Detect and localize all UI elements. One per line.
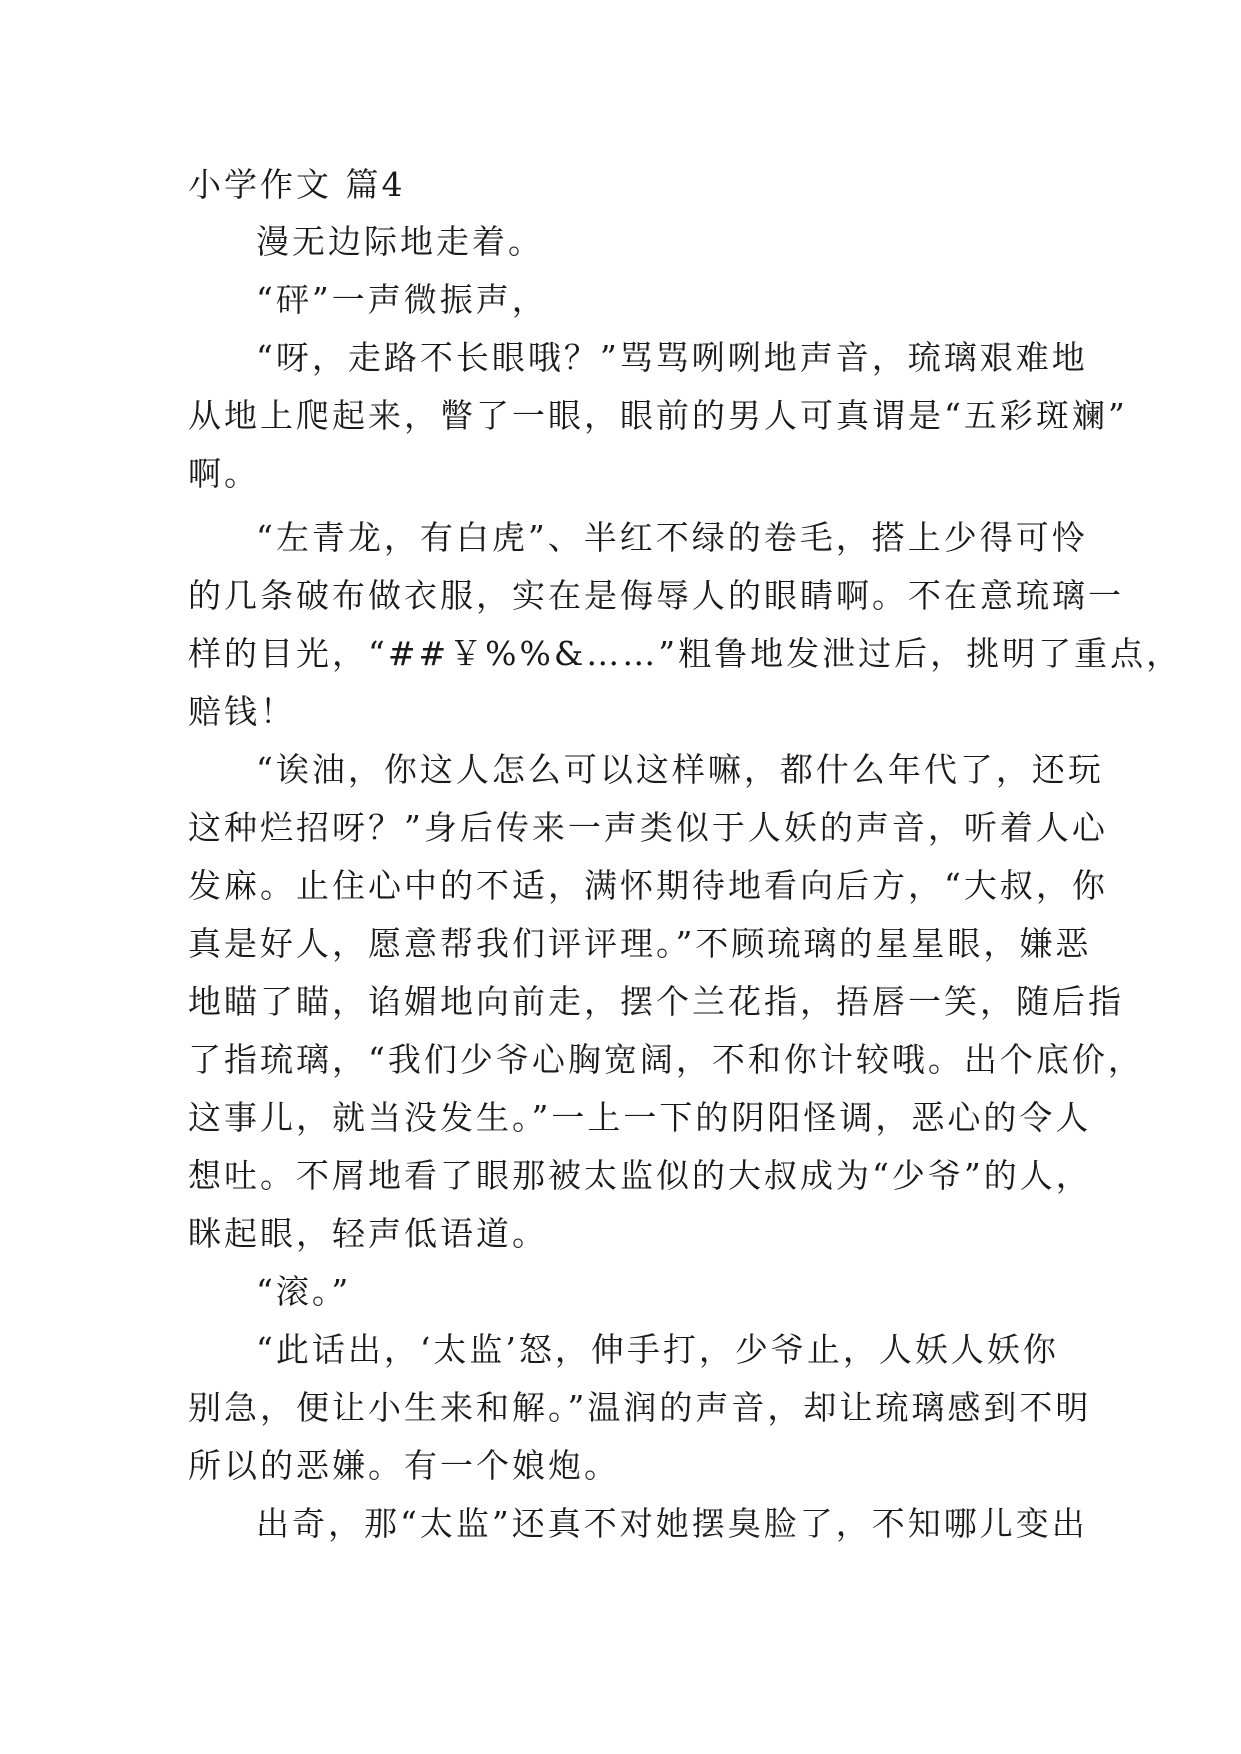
text-line: 地瞄了瞄，谄媚地向前走，摆个兰花指，捂唇一笑，随后指 [188,982,1124,1021]
text-line: 了指琉璃，“我们少爷心胸宽阔，不和你计较哦。出个底价， [188,1040,1144,1079]
text-line: 啊。 [188,454,260,493]
text-line: 赔钱！ [188,692,296,731]
text-line: 这事儿，就当没发生。”一上一下的阴阳怪调，恶心的令人 [188,1098,1092,1137]
text-line: “砰”一声微振声， [256,280,548,319]
text-line: 漫无边际地走着。 [256,222,544,261]
text-line: 别急，便让小生来和解。”温润的声音，却让琉璃感到不明 [188,1388,1092,1427]
text-line: 这种烂招呀？”身后传来一声类似于人妖的声音，听着人心 [188,808,1108,847]
text-line: 想吐。不屑地看了眼那被太监似的大叔成为“少爷”的人， [188,1156,1092,1195]
text-line: “此话出，‘太监’怒，伸手打，少爷止，人妖人妖你 [256,1330,1059,1369]
text-line: 样的目光，“##￥%%&……”粗鲁地发泄过后，挑明了重点， [188,634,1183,673]
document-title: 小学作文 篇4 [188,165,406,204]
text-line: “诶油，你这人怎么可以这样嘛，都什么年代了，还玩 [256,750,1104,789]
text-line: 眯起眼，轻声低语道。 [188,1214,548,1253]
text-line: 的几条破布做衣服，实在是侮辱人的眼睛啊。不在意琉璃一 [188,576,1124,615]
text-line: “滚。” [256,1272,352,1311]
text-line: “呀，走路不长眼哦？”骂骂咧咧地声音，琉璃艰难地 [256,338,1088,377]
text-line: “左青龙，有白虎”、半红不绿的卷毛，搭上少得可怜 [256,518,1088,557]
text-line: 所以的恶嫌。有一个娘炮。 [188,1446,620,1485]
text-line: 真是好人，愿意帮我们评评理。”不顾琉璃的星星眼，嫌恶 [188,924,1092,963]
text-line: 从地上爬起来，瞥了一眼，眼前的男人可真谓是“五彩斑斓” [188,396,1128,435]
text-line: 发麻。止住心中的不适，满怀期待地看向后方，“大叔，你 [188,866,1108,905]
text-line: 出奇，那“太监”还真不对她摆臭脸了，不知哪儿变出 [256,1504,1088,1543]
